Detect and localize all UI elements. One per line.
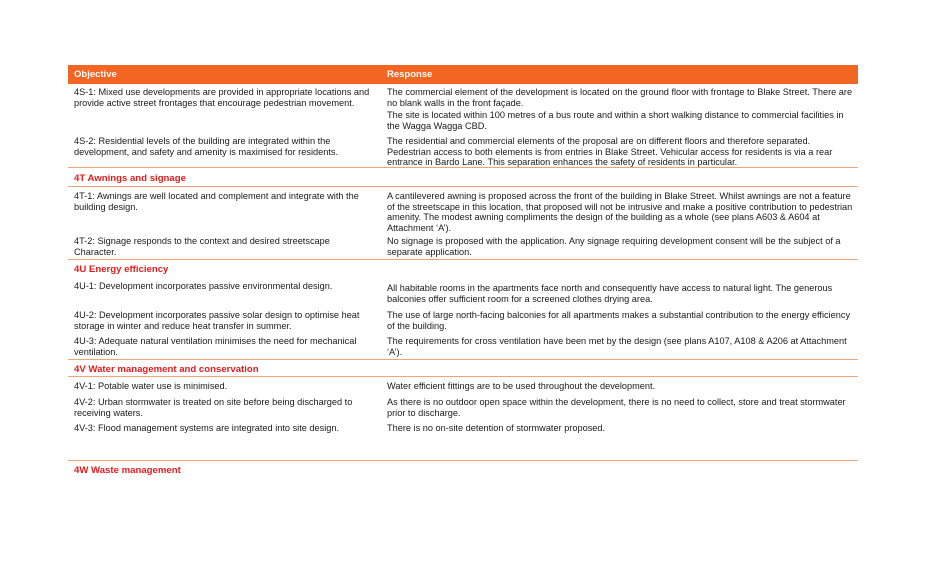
- section-title-waste: 4W Waste management: [74, 465, 181, 476]
- objective-4v1: 4V-1: Potable water use is minimised.: [74, 381, 228, 391]
- objective-4u3: 4U-3: Adequate natural ventilation minimises the need for mechanical ventilation.: [74, 336, 357, 357]
- section-title-energy: 4U Energy efficiency: [74, 264, 169, 275]
- objective-4t2: 4T-2: Signage responds to the context and desired streetscape Character.: [74, 236, 330, 257]
- header-response: Response: [387, 69, 433, 80]
- response-4v1: Water efficient fittings are to be used throughout the development.: [387, 381, 656, 391]
- response-4u2: The use of large north-facing balconies for all apartments makes a substantial contribution to the energy efficiency of the building.: [387, 310, 851, 331]
- response-4s1: The commercial element of the development is located on the ground floor with frontage to Blake Street. There are no blank walls in the front façade.: [387, 87, 853, 108]
- objective-4u1: 4U-1: Development incorporates passive environmental design.: [74, 281, 333, 291]
- response-4t1: A cantilevered awning is proposed across the front of the building in Blake Street. Whilst awnings are not a feature of the streetscape in this location, that proposed will not be intrusive and make a positive contribution to pedestrian amenity. The modest awning compliments the design of the building as a whole (see plans A603 & A604 at Attachment ‘A’).: [387, 191, 853, 233]
- section-title-water: 4V Water management and conservation: [74, 364, 259, 375]
- response-4u3: The requirements for cross ventilation have been met by the design (see plans A107, A108 & A206 at Attachment ‘A’).: [387, 336, 847, 357]
- response-4u1: All habitable rooms in the apartments face north and consequently have access to natural light. The generous balconies offer sufficient room for a screened clothes drying area.: [387, 283, 833, 304]
- response-4s2: The residential and commercial elements of the proposal are on different floors and therefore separated. Pedestrian access to both elements is from entries in Blake Street. Vehicular access for residents is via a rear entrance in Bardo Lane. This separation enhances the safety of residents in particular.: [387, 136, 833, 168]
- objective-4u2: 4U-2: Development incorporates passive solar design to optimise heat storage in winter and reduce heat transfer in summer.: [74, 310, 360, 331]
- response-4v2: As there is no outdoor open space within the development, there is no need to collect, store and treat stormwater prior to discharge.: [387, 397, 846, 418]
- header-objective: Objective: [74, 69, 117, 80]
- response-4t2: No signage is proposed with the application. Any signage requiring development consent will be the subject of a separate application.: [387, 236, 841, 257]
- objective-4v3: 4V-3: Flood management systems are integrated into site design.: [74, 423, 340, 433]
- response-4s1-continued: The site is located within 100 metres of a bus route and within a short walking distance to commercial facilities in the Wagga Wagga CBD.: [387, 110, 844, 131]
- table-header: [68, 65, 858, 84]
- objective-4v2: 4V-2: Urban stormwater is treated on site before being discharged to receiving waters.: [74, 397, 353, 418]
- section-divider: [68, 376, 858, 377]
- section-divider: [68, 460, 858, 461]
- section-divider: [68, 359, 858, 360]
- section-divider: [68, 186, 858, 187]
- section-divider: [68, 259, 858, 260]
- section-divider: [68, 167, 858, 168]
- section-title-awnings: 4T Awnings and signage: [74, 173, 186, 184]
- objective-4s1: 4S-1: Mixed use developments are provided in appropriate locations and provide active street frontages that encourage pedestrian movement.: [74, 87, 370, 108]
- response-4v3: There is no on-site detention of stormwater proposed.: [387, 423, 606, 433]
- objective-4s2: 4S-2: Residential levels of the building are integrated within the development, and safety and amenity is maximised for residents.: [74, 136, 339, 157]
- objective-4t1: 4T-1: Awnings are well located and complement and integrate with the building design.: [74, 191, 359, 212]
